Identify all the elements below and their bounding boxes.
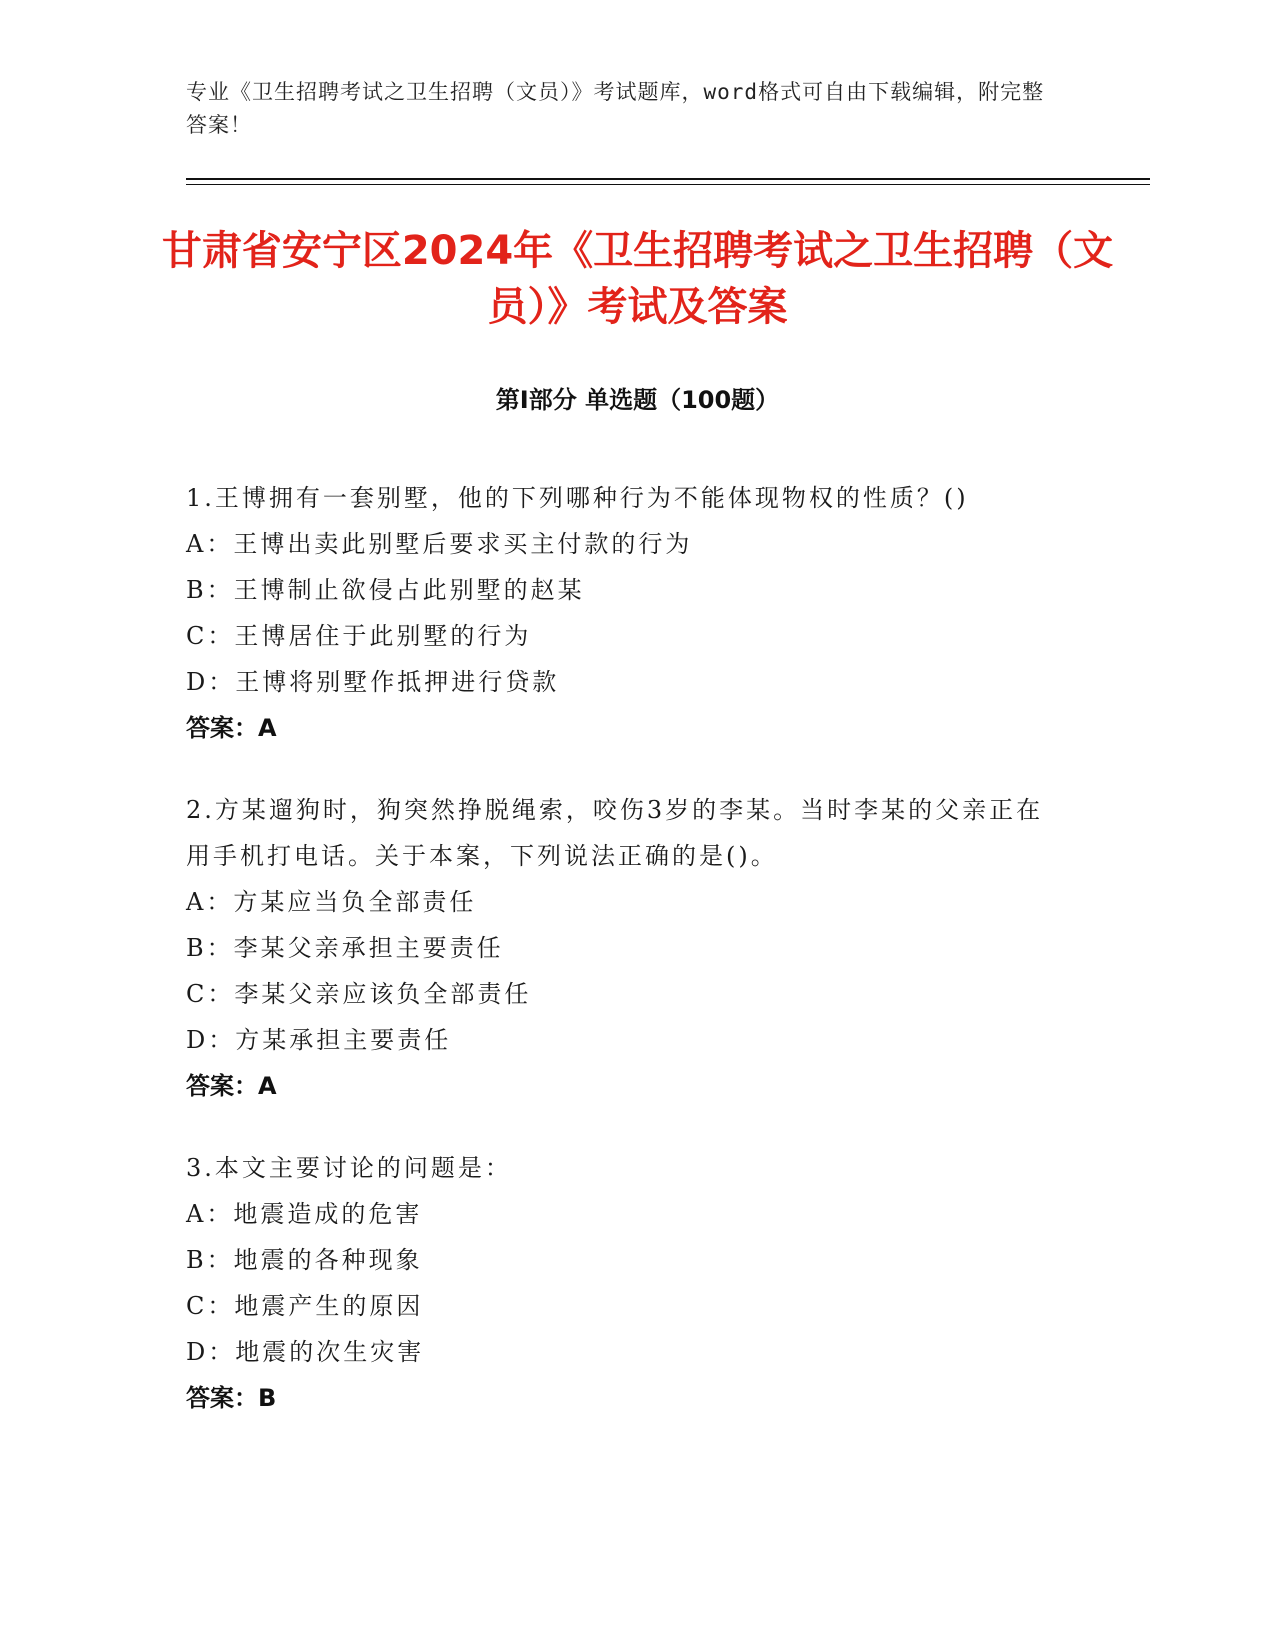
question-3 <box>186 1145 1066 1421</box>
option-b: B：王博制止欲侵占此别墅的赵某 <box>186 576 585 604</box>
answer: 答案：B <box>186 1384 277 1412</box>
option-c: C：地震产生的原因 <box>186 1292 424 1320</box>
question-list <box>186 475 1066 1457</box>
option-c: C：王博居住于此别墅的行为 <box>186 622 532 650</box>
document-title: 甘肃省安宁区2024年《卫生招聘考试之卫生招聘（文员）》考试及答案 <box>161 228 1114 330</box>
option-d: D：地震的次生灾害 <box>186 1338 425 1366</box>
option-b: B：地震的各种现象 <box>186 1246 423 1274</box>
answer: 答案：A <box>186 714 277 742</box>
option-c: C：李某父亲应该负全部责任 <box>186 980 532 1008</box>
option-a: A：方某应当负全部责任 <box>186 888 477 916</box>
option-d: D：王博将别墅作抵押进行贷款 <box>186 668 560 696</box>
answer: 答案：A <box>186 1072 277 1100</box>
header-rule-thick <box>186 178 1150 180</box>
question-stem: 3.本文主要讨论的问题是： <box>186 1154 512 1182</box>
section-heading: 第I部分 单选题（100题） <box>495 386 780 414</box>
option-d: D：方某承担主要责任 <box>186 1026 452 1054</box>
header-rule-thin <box>186 184 1150 185</box>
option-b: B：李某父亲承担主要责任 <box>186 934 504 962</box>
option-a: A：王博出卖此别墅后要求买主付款的行为 <box>186 530 693 558</box>
header-note: 专业《卫生招聘考试之卫生招聘（文员）》考试题库，word格式可自由下载编辑，附完整答案！ <box>186 80 1045 137</box>
question-stem: 1.王博拥有一套别墅，他的下列哪种行为不能体现物权的性质？() <box>186 484 969 512</box>
question-1 <box>186 475 1066 751</box>
question-stem: 2.方某遛狗时，狗突然挣脱绳索，咬伤3岁的李某。当时李某的父亲正在用手机打电话。关于本案，下列说法正确的是()。 <box>186 796 1044 870</box>
question-2 <box>186 787 1066 1109</box>
option-a: A：地震造成的危害 <box>186 1200 423 1228</box>
